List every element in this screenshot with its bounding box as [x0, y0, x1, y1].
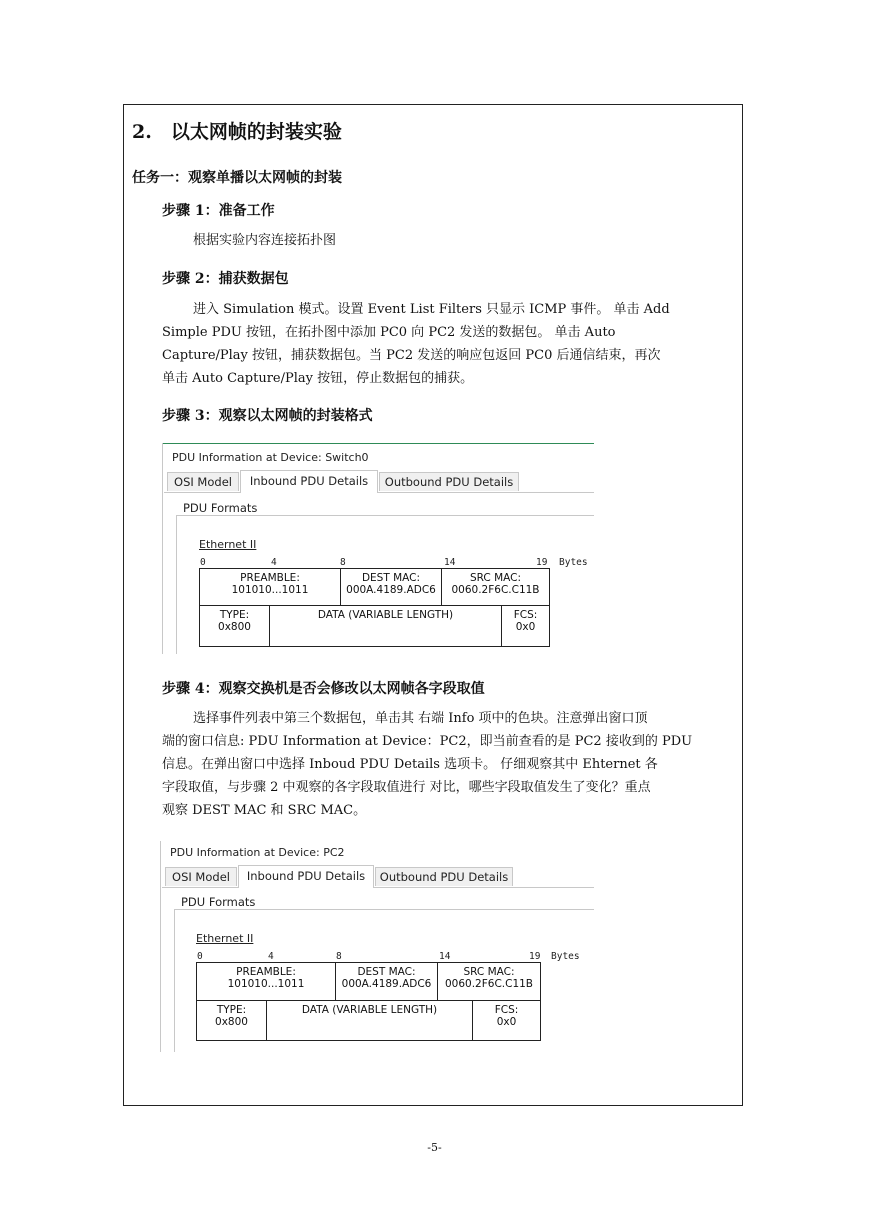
- window-title: PDU Information at Device: PC2: [170, 846, 345, 859]
- step-4-line-2: 端的窗口信息: PDU Information at Device：PC2，即当前查看的是 PC2 接收到的 PDU: [162, 734, 693, 749]
- step-4-line-1: 选择事件列表中第三个数据包，单击其 右端 Info 项中的色块。注意弹出窗口顶: [193, 711, 648, 726]
- step-3-title: 步骤 3：观察以太网帧的封装格式: [162, 408, 373, 424]
- field-label: SRC MAC:: [469, 572, 522, 584]
- ruler-14: 14: [439, 951, 451, 962]
- ethernet-ii-label: Ethernet II: [199, 538, 257, 551]
- ruler-0: 0: [200, 557, 206, 568]
- step-1-text: 根据实验内容连接拓扑图: [193, 233, 337, 248]
- field-data: [269, 605, 502, 647]
- field-fcs: [472, 1000, 541, 1041]
- field-data: [266, 1000, 473, 1041]
- pdu-formats-label: PDU Formats: [178, 895, 258, 909]
- field-value: 000A.4189.ADC6: [341, 978, 432, 990]
- step-4-line-3: 信息。在弹出窗口中选择 Inboud PDU Details 选项卡。 仔细观察其中 Ehternet 各: [162, 757, 658, 772]
- step-2-line-3: Capture/Play 按钮，捕获数据包。当 PC2 发送的响应包返回 PC0 后通信结束，再次: [162, 348, 661, 363]
- tab-bar: [162, 865, 594, 888]
- tab-outbound-pdu-details[interactable]: Outbound PDU Details: [375, 867, 513, 886]
- ruler-19: 19: [529, 951, 541, 962]
- step-2-line-2: Simple PDU 按钮，在拓扑图中添加 PC0 向 PC2 发送的数据包。 单击 Auto: [162, 325, 616, 340]
- field-type: [196, 1000, 267, 1041]
- field-label: FCS:: [513, 609, 538, 621]
- field-value: 0x0: [515, 621, 536, 633]
- page-number: -5-: [427, 1141, 442, 1154]
- ruler-0: 0: [197, 951, 203, 962]
- field-label: TYPE:: [219, 609, 250, 621]
- ethernet-ii-label: Ethernet II: [196, 932, 254, 945]
- tab-osi-model[interactable]: OSI Model: [167, 472, 239, 491]
- step-2-line-1: 进入 Simulation 模式。设置 Event List Filters 只显示 ICMP 事件。 单击 Add: [193, 302, 670, 317]
- field-label: DEST MAC:: [357, 966, 416, 978]
- tab-bar: [164, 470, 594, 493]
- field-value: 000A.4189.ADC6: [346, 584, 436, 596]
- field-label: DEST MAC:: [361, 572, 421, 584]
- field-dest-mac: [340, 568, 442, 606]
- step-4-title: 步骤 4：观察交换机是否会修改以太网帧各字段取值: [162, 681, 485, 697]
- step-1-title: 步骤 1：准备工作: [162, 203, 275, 219]
- field-src-mac: [437, 962, 541, 1001]
- pdu-window-switch0: [162, 443, 594, 654]
- tab-outbound-pdu-details[interactable]: Outbound PDU Details: [379, 472, 519, 491]
- ruler-4: 4: [268, 951, 274, 962]
- step-4-line-4: 字段取值，与步骤 2 中观察的各字段取值进行 对比，哪些字段取值发生了变化？重点: [162, 780, 651, 795]
- field-label: FCS:: [494, 1004, 519, 1016]
- tab-osi-model[interactable]: OSI Model: [165, 867, 237, 886]
- field-label: DATA (VARIABLE LENGTH): [317, 609, 454, 621]
- step-2-title: 步骤 2：捕获数据包: [162, 271, 289, 287]
- tab-inbound-pdu-details[interactable]: Inbound PDU Details: [238, 865, 374, 888]
- ruler-4: 4: [271, 557, 277, 568]
- field-dest-mac: [335, 962, 438, 1001]
- step-2-line-4: 单击 Auto Capture/Play 按钮，停止数据包的捕获。: [162, 371, 474, 386]
- field-value: 0x800: [218, 621, 251, 633]
- ruler-8: 8: [336, 951, 342, 962]
- field-label: TYPE:: [216, 1004, 247, 1016]
- field-value: 0x800: [215, 1016, 248, 1028]
- ruler-8: 8: [340, 557, 346, 568]
- field-value: 101010...1011: [227, 978, 305, 990]
- tab-inbound-pdu-details[interactable]: Inbound PDU Details: [240, 470, 378, 493]
- field-value: 101010...1011: [231, 584, 309, 596]
- field-label: SRC MAC:: [463, 966, 515, 978]
- step-4-line-5: 观察 DEST MAC 和 SRC MAC。: [162, 803, 367, 818]
- pdu-formats-label: PDU Formats: [180, 501, 260, 515]
- field-label: PREAMBLE:: [236, 966, 296, 978]
- window-top-accent: [162, 443, 594, 444]
- field-value: 0x0: [496, 1016, 517, 1028]
- field-preamble: [199, 568, 341, 606]
- task-title: 任务一：观察单播以太网帧的封装: [132, 170, 342, 186]
- ruler-bytes: Bytes: [559, 557, 588, 568]
- field-type: [199, 605, 270, 647]
- field-value: 0060.2F6C.C11B: [444, 978, 534, 990]
- field-fcs: [501, 605, 550, 647]
- field-src-mac: [441, 568, 550, 606]
- field-label: DATA (VARIABLE LENGTH): [301, 1004, 438, 1016]
- pdu-window-pc2: [160, 841, 594, 1052]
- section-title: 2. 以太网帧的封装实验: [132, 121, 342, 143]
- field-preamble: [196, 962, 336, 1001]
- field-label: PREAMBLE:: [240, 572, 300, 584]
- field-value: 0060.2F6C.C11B: [451, 584, 540, 596]
- window-title: PDU Information at Device: Switch0: [172, 451, 369, 464]
- ruler-bytes: Bytes: [551, 951, 580, 962]
- ruler-19: 19: [536, 557, 548, 568]
- ruler-14: 14: [444, 557, 456, 568]
